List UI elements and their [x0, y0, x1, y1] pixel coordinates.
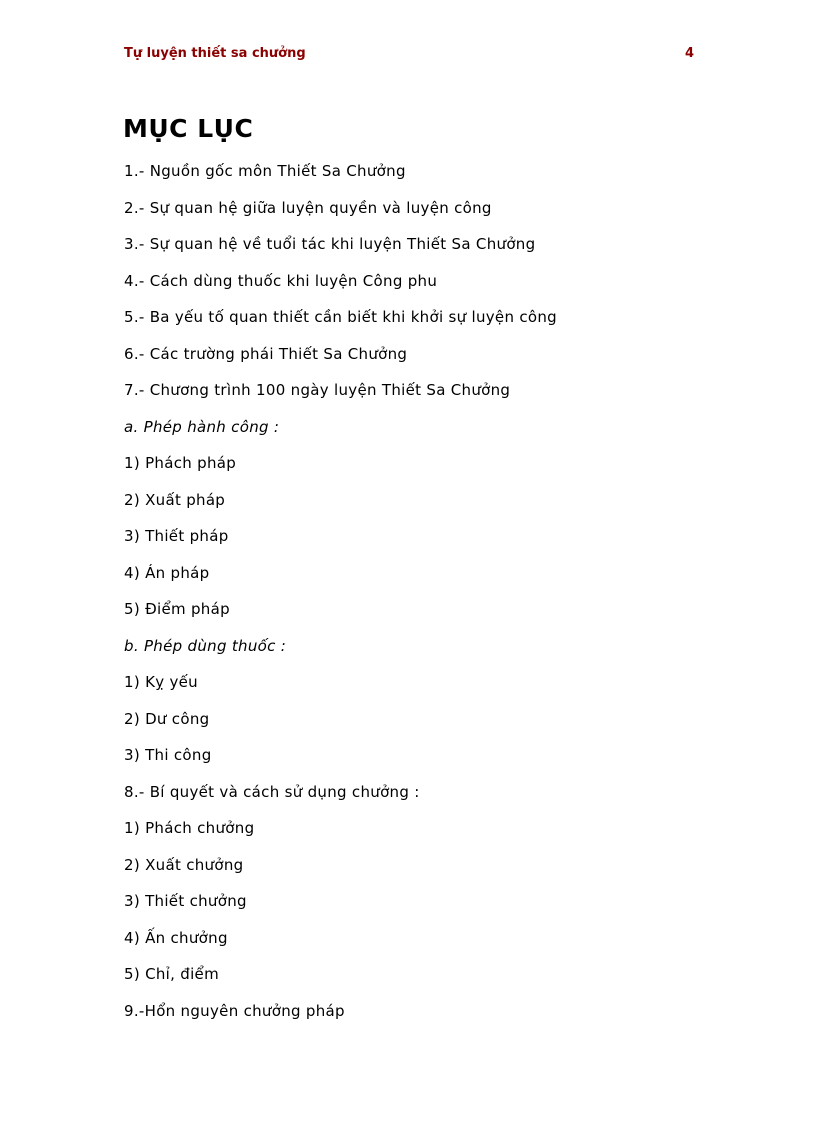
toc-entry: 1) Kỵ yếu — [124, 673, 198, 691]
running-header-title: Tự luyện thiết sa chưởng — [124, 46, 306, 61]
toc-entry: 3) Thi công — [124, 746, 212, 764]
toc-entry: 7.- Chương trình 100 ngày luyện Thiết Sa Chưởng — [124, 381, 511, 399]
toc-entry: 4) Án pháp — [124, 563, 210, 582]
toc-heading: MỤC LỤC — [123, 114, 254, 143]
toc-entry: 1) Phách pháp — [124, 454, 237, 472]
toc-entry: 8.- Bí quyết và cách sử dụng chưởng : — [124, 782, 420, 801]
toc-entry: 6.- Các trường phái Thiết Sa Chưởng — [124, 344, 408, 363]
toc-entry: 9.-Hổn nguyên chưởng pháp — [124, 1001, 345, 1020]
toc-entry: 1.- Nguồn gốc môn Thiết Sa Chưởng — [124, 162, 406, 180]
toc-entry: 4) Ấn chưởng — [124, 928, 228, 947]
table-of-contents — [124, 160, 557, 1036]
toc-entry: 1) Phách chưởng — [124, 819, 255, 837]
toc-entry: 4.- Cách dùng thuốc khi luyện Công phu — [124, 271, 438, 290]
toc-entry: 5) Điểm pháp — [124, 600, 230, 618]
toc-entry: 2) Xuất pháp — [124, 490, 226, 509]
toc-entry: 2) Dư công — [124, 709, 210, 728]
toc-entry: b. Phép dùng thuốc : — [124, 636, 287, 655]
toc-entry: 5) Chỉ, điểm — [124, 965, 219, 983]
page-number: 4 — [684, 46, 694, 61]
toc-entry: a. Phép hành công : — [124, 417, 280, 436]
toc-entry: 2.- Sự quan hệ giữa luyện quyền và luyện công — [124, 198, 492, 217]
toc-entry: 3.- Sự quan hệ về tuổi tác khi luyện Thiết Sa Chưởng — [124, 235, 536, 253]
toc-entry: 5.- Ba yếu tố quan thiết cần biết khi khởi sự luyện công — [124, 308, 557, 326]
toc-entry: 3) Thiết chưởng — [124, 892, 247, 910]
toc-entry: 3) Thiết pháp — [124, 527, 229, 545]
toc-entry: 2) Xuất chưởng — [124, 855, 244, 874]
page-header — [124, 46, 694, 66]
